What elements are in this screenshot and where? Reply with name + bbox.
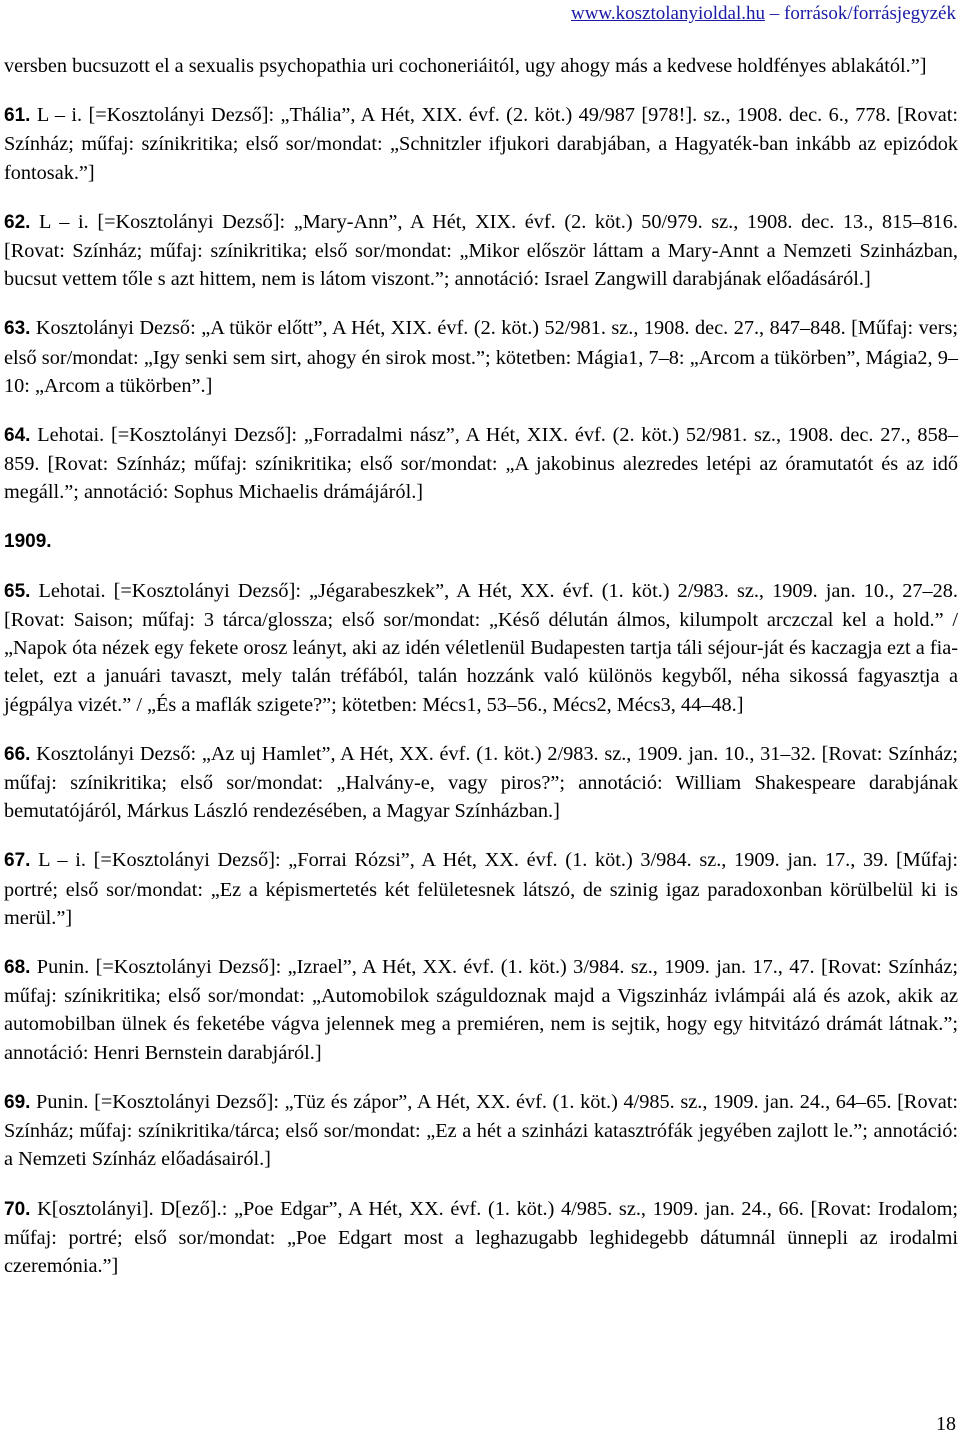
entry-number: 70.	[4, 1198, 31, 1220]
entry-68	[4, 953, 958, 1067]
site-link[interactable]: www.kosztolanyioldal.hu	[570, 3, 766, 24]
entry-text: L – i. [=Kosztolányi Dezső]: „Thália”, A Hét, XIX. évf. (2. köt.) 49/987 [978!]. sz., 1908. dec. 6., 778. [Rovat: Színház; műfaj: színikritika; első sor/mondat: „Schnitzler ifjukori darabjában, a Hagyaték-ban inkább az epizódok fontosak.”]	[4, 104, 958, 184]
entry-text: Lehotai. [=Kosztolányi Dezső]: „Forradalmi nász”, A Hét, XIX. évf. (2. köt.) 52/981. sz., 1908. dec. 27., 858–859. [Rovat: Színház; műfaj: színikritika; első sor/mondat: „A jakobinus alezredes letépi az óramutatót és az idő megáll.”; annotáció: Sophus Michaelis drámájáról.]	[4, 424, 958, 504]
entry-text: Kosztolányi Dezső: „Az uj Hamlet”, A Hét, XX. évf. (1. köt.) 2/983. sz., 1909. jan. 10., 31–32. [Rovat: Színház; műfaj: színikritika; első sor/mondat: „Halvány-e, vagy piros?”; annotáció: William Shakespeare darabjának bemutatójáról, Márkus László rendezésében, a Magyar Színházban.]	[4, 742, 958, 823]
entry-number: 69.	[4, 1091, 31, 1113]
entry-number: 64.	[4, 425, 31, 447]
entry-number: 68.	[4, 957, 31, 979]
entry-65	[4, 577, 958, 719]
entry-text: K[osztolányi]. D[ező].: „Poe Edgar”, A Hét, XX. évf. (1. köt.) 4/985. sz., 1909. jan. 24., 66. [Rovat: Irodalom; műfaj: portré; első sor/mondat: „Poe Edgart most a leghazugabb leghidegebb dátumnál ünnepli az irodalmi czeremónia.”]	[4, 1197, 958, 1277]
entry-number: 62.	[4, 211, 31, 233]
entry-64	[4, 421, 958, 507]
entry-text: Punin. [=Kosztolányi Dezső]: „Izrael”, A Hét, XX. évf. (1. köt.) 3/984. sz., 1909. jan. 17., 47. [Rovat: Színház; műfaj: színikritika; első sor/mondat: „Automobilok száguldoznak majd a Vigszinház ivlámpái alá és azok, akik az automobilban ülnek és feketébe vágva jelennek meg a premiéren, nem is sejtik, hogy egy hitvitázó drámát látnak.”; annotáció: Henri Bernstein darabjáról.]	[4, 956, 958, 1064]
entry-66	[4, 740, 958, 826]
page-number: 18	[936, 1413, 956, 1435]
entry-number: 63.	[4, 318, 31, 340]
document-body	[4, 52, 958, 1301]
entry-67	[4, 846, 958, 932]
entry-text: L – i. [=Kosztolányi Dezső]: „Forrai Rózsi”, A Hét, XX. évf. (1. köt.) 3/984. sz., 1909. jan. 17., 39. [Műfaj: portré; első sor/mondat: „Ez a képismertetés két felületesnek látszó, de szinig igaz paradoxonban körülbelül ki is merül.”]	[4, 849, 958, 929]
header-separator: –	[769, 3, 780, 24]
page-header	[571, 2, 956, 26]
entry-continued: versben bucsuzott el a sexualis psychopathia uri cochoneriáitól, ugy ahogy más a kedvese holdfényes ablakától.”]	[4, 55, 927, 77]
entry-70	[4, 1195, 958, 1281]
entry-number: 61.	[4, 105, 31, 127]
entry-62	[4, 208, 958, 294]
entry-69	[4, 1088, 958, 1174]
entry-text: Punin. [=Kosztolányi Dezső]: „Tüz és zápor”, A Hét, XX. évf. (1. köt.) 4/985. sz., 1909. jan. 24., 64–65. [Rovat: Színház; műfaj: színikritika/tárca; első sor/mondat: „Ez a hét a szinházi katasztrófák jegyében zajlott le.”; annotáció: a Nemzeti Színház előadásairól.]	[4, 1090, 958, 1171]
header-path: források/forrásjegyzék	[784, 3, 956, 24]
entry-61	[4, 101, 958, 187]
entry-text: Lehotai. [=Kosztolányi Dezső]: „Jégarabeszkek”, A Hét, XX. évf. (1. köt.) 2/983. sz., 1909. jan. 10., 27–28. [Rovat: Saison; műfaj: 3 tárca/glossza; első sor/mondat: „Késő délután álmos, kilumpolt arczczal kel a hold.” / „Napok óta nézek egy fekete orosz leányt, aki az idén véletlenül Budapesten tartja táli séjour-ját és kaczagja ezt a fia-telet, ezt a januári tavaszt, mely talán tréfából, talán hozzánk való különös kegyből, néha sikossá fagyasztja a jégpálya vizét.” / „És a maflák szigete?”; kötetben: Mécs1, 53–56., Mécs2, Mécs3, 44–48.]	[4, 579, 958, 716]
entry-number: 65.	[4, 580, 31, 602]
entry-number: 66.	[4, 743, 31, 765]
entry-text: L – i. [=Kosztolányi Dezső]: „Mary-Ann”, A Hét, XIX. évf. (2. köt.) 50/979. sz., 1908. dec. 13., 815–816. [Rovat: Színház; műfaj: színikritika; első sor/mondat: „Mikor először láttam a Mary-Annt a Nemzeti Szinházban, bucsut vettem tőle s azt hittem, nem is látom viszont.”; annotáció: Israel Zangwill darabjának előadásáról.]	[4, 210, 958, 291]
year-heading: 1909.	[4, 530, 52, 552]
entry-63	[4, 314, 958, 400]
entry-text: Kosztolányi Dezső: „A tükör előtt”, A Hét, XIX. évf. (2. köt.) 52/981. sz., 1908. dec. 27., 847–848. [Műfaj: vers; első sor/mondat: „Igy senki sem sirt, ahogy én sirok most.”; kötetben: Mágia1, 7–8: „Arcom a tükörben”, Mágia2, 9–10: „Arcom a tükörben”.]	[4, 317, 958, 397]
entry-number: 67.	[4, 850, 31, 872]
